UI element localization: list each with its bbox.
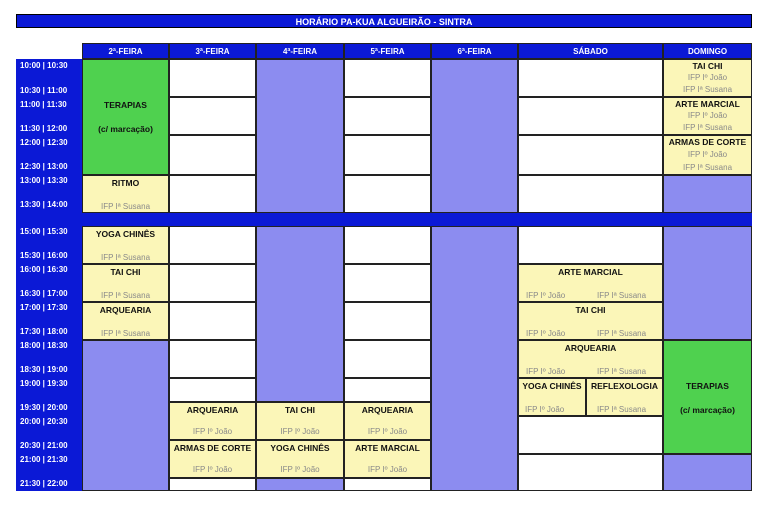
class-name: ARQUEARIA [361, 405, 414, 415]
instructor: IFP Iª Susana [682, 163, 733, 172]
day-header-wed: 4ª-FEIRA [256, 43, 344, 59]
empty-slot [518, 97, 663, 135]
class-name: TERAPIAS [104, 100, 147, 110]
time-slot: 20:00 | 20:30 [20, 417, 68, 426]
class-block-terapias-mon[interactable] [82, 59, 169, 175]
empty-slot [518, 59, 663, 97]
time-slot: 17:30 | 18:00 [20, 327, 68, 336]
class-note: (c/ marcação) [98, 124, 153, 134]
time-slot: 20:30 | 21:00 [20, 441, 68, 450]
instructor: IFP Iª Susana [682, 85, 733, 94]
instructor: IFP Iª Susana [100, 329, 151, 338]
day-header-fri: 6ª-FEIRA [431, 43, 518, 59]
corner-cell [16, 43, 82, 59]
time-slot: 11:00 | 11:30 [20, 100, 67, 109]
empty-slot [518, 226, 663, 264]
instructor: IFP Iº João [525, 405, 565, 414]
time-slot: 10:30 | 11:00 [20, 86, 68, 95]
empty-slot [344, 226, 431, 264]
class-block-arqueria-thu[interactable] [344, 402, 431, 440]
instructor: IFP Iº João [526, 291, 566, 300]
empty-slot [663, 226, 752, 340]
class-name: ARQUEARIA [186, 405, 239, 415]
class-block-armas-tue[interactable] [169, 440, 256, 478]
empty-slot [431, 59, 518, 213]
time-slot: 18:00 | 18:30 [20, 341, 68, 350]
empty-slot [169, 97, 256, 135]
time-slot: 10:00 | 10:30 [20, 61, 68, 70]
class-name: YOGA CHINÊS [270, 443, 330, 453]
instructor: IFP Iº João [367, 427, 408, 436]
class-name: RITMO [111, 178, 140, 188]
time-slot: 13:00 | 13:30 [20, 176, 68, 185]
empty-slot [169, 340, 256, 378]
time-slot: 15:30 | 16:00 [20, 251, 68, 260]
empty-slot [169, 302, 256, 340]
empty-slot [518, 135, 663, 175]
instructor: IFP Iº João [367, 465, 408, 474]
class-note: (c/ marcação) [680, 405, 735, 415]
instructor: IFP Iº João [687, 150, 728, 159]
empty-slot [169, 175, 256, 213]
class-name: TAI CHI [284, 405, 316, 415]
time-slot: 11:30 | 12:00 [20, 124, 68, 133]
empty-slot [344, 175, 431, 213]
time-slot: 16:00 | 16:30 [20, 265, 68, 274]
class-name: ARTE MARCIAL [675, 99, 740, 109]
empty-slot [256, 226, 344, 402]
instructor: IFP Iº João [192, 427, 233, 436]
day-header-sat: SÁBADO [518, 43, 663, 59]
time-slot: 13:30 | 14:00 [20, 200, 68, 209]
lunch-separator [16, 213, 752, 226]
class-name: ARTE MARCIAL [558, 267, 623, 277]
instructor: IFP Iª Susana [100, 202, 151, 211]
instructor: IFP Iª Susana [597, 367, 647, 376]
class-name: TERAPIAS [686, 381, 729, 391]
empty-slot [169, 135, 256, 175]
empty-slot [663, 175, 752, 213]
class-name: REFLEXOLOGIA [590, 381, 659, 391]
time-slot: 21:30 | 22:00 [20, 479, 68, 488]
empty-slot [518, 454, 663, 491]
empty-slot [344, 97, 431, 135]
class-name: ARMAS DE CORTE [668, 137, 747, 147]
class-name: ARMAS DE CORTE [173, 443, 252, 453]
instructor: IFP Iº João [526, 329, 566, 338]
day-header-thu: 5ª-FEIRA [344, 43, 431, 59]
class-block-yoga-wed[interactable] [256, 440, 344, 478]
empty-slot [518, 416, 663, 454]
schedule-title: HORÁRIO PA-KUA ALGUEIRÃO - SINTRA [16, 14, 752, 28]
instructor: IFP Iº João [687, 111, 728, 120]
class-name: YOGA CHINÊS [522, 381, 582, 391]
empty-slot [518, 175, 663, 213]
class-block-taichi-mon[interactable] [82, 264, 169, 302]
day-header-tue: 3ª-FEIRA [169, 43, 256, 59]
time-slot: 12:00 | 12:30 [20, 138, 68, 147]
empty-slot [663, 454, 752, 491]
class-block-yoga-mon[interactable] [82, 226, 169, 264]
time-slot: 18:30 | 19:00 [20, 365, 68, 374]
class-name: YOGA CHINÊS [95, 229, 156, 239]
instructor: IFP Iº João [687, 73, 728, 82]
time-slot: 16:30 | 17:00 [20, 289, 68, 298]
time-slot: 21:00 | 21:30 [20, 455, 68, 464]
empty-slot [256, 59, 344, 213]
class-block-yoga-sat[interactable] [518, 378, 586, 416]
time-slot: 19:30 | 20:00 [20, 403, 68, 412]
class-block-arte-marcial-thu[interactable] [344, 440, 431, 478]
class-block-ritmo-mon[interactable] [82, 175, 169, 213]
empty-slot [169, 378, 256, 402]
instructor: IFP Iº João [192, 465, 233, 474]
class-block-terapias-sun[interactable] [663, 340, 752, 454]
instructor: IFP Iª Susana [597, 291, 647, 300]
class-block-taichi-sat[interactable] [518, 302, 663, 340]
class-name: TAI CHI [692, 61, 723, 71]
empty-slot [344, 135, 431, 175]
time-slot: 12:30 | 13:00 [20, 162, 68, 171]
empty-slot [82, 340, 169, 491]
instructor: IFP Iª Susana [100, 291, 151, 300]
class-block-taichi-sun[interactable] [663, 59, 752, 97]
class-block-armas-sun[interactable] [663, 135, 752, 175]
empty-slot [344, 264, 431, 302]
day-header-sun: DOMINGO [663, 43, 752, 59]
time-slot: 17:00 | 17:30 [20, 303, 68, 312]
class-block-arte-marcial-sun[interactable] [663, 97, 752, 135]
schedule-grid [16, 43, 752, 491]
empty-slot [169, 264, 256, 302]
day-header-mon: 2ª-FEIRA [82, 43, 169, 59]
time-slot: 15:00 | 15:30 [20, 227, 68, 236]
class-block-taichi-wed[interactable] [256, 402, 344, 440]
empty-slot [344, 59, 431, 97]
empty-slot [344, 340, 431, 378]
instructor: IFP Iº João [280, 427, 320, 436]
instructor: IFP Iª Susana [682, 123, 733, 132]
class-name: ARQUEARIA [564, 343, 617, 353]
empty-slot [344, 478, 431, 491]
instructor: IFP Iª Susana [597, 405, 647, 414]
class-block-arte-marcial-sat[interactable] [518, 264, 663, 302]
empty-slot [169, 226, 256, 264]
class-block-reflexologia-sat[interactable] [586, 378, 663, 416]
empty-slot [344, 378, 431, 402]
class-block-arqueria-mon[interactable] [82, 302, 169, 340]
class-block-arqueria-tue[interactable] [169, 402, 256, 440]
empty-slot [169, 59, 256, 97]
class-name: ARTE MARCIAL [355, 443, 420, 453]
time-slot: 19:00 | 19:30 [20, 379, 68, 388]
empty-slot [256, 478, 344, 491]
empty-slot [431, 226, 518, 491]
empty-slot [344, 302, 431, 340]
class-name: TAI CHI [575, 305, 606, 315]
class-name: ARQUEARIA [99, 305, 152, 315]
instructor: IFP Iº João [280, 465, 320, 474]
empty-slot [169, 478, 256, 491]
instructor: IFP Iª Susana [597, 329, 647, 338]
instructor: IFP Iº João [526, 367, 566, 376]
instructor: IFP Iª Susana [100, 253, 151, 262]
class-name: TAI CHI [110, 267, 141, 277]
class-block-arqueria-sat[interactable] [518, 340, 663, 378]
